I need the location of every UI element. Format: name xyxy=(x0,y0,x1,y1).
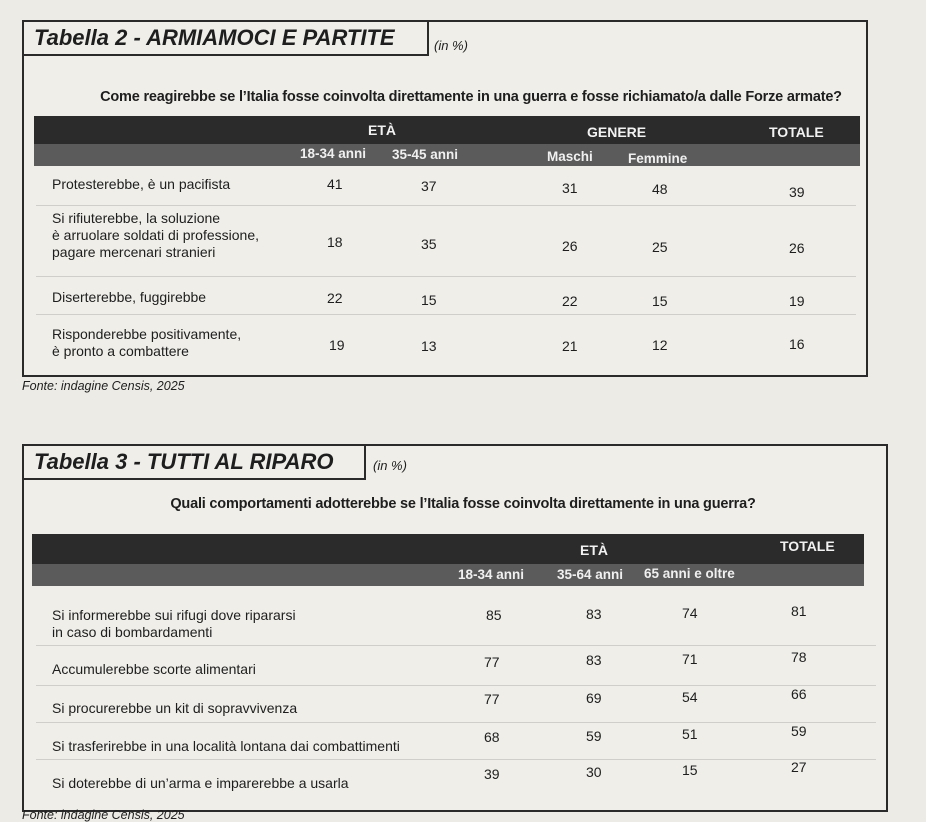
table3-row-5-v3: 15 xyxy=(682,762,698,778)
table3-box xyxy=(22,444,888,812)
table3-divider xyxy=(36,722,876,723)
table2-row-3-v2: 15 xyxy=(421,292,437,308)
table3-row-5-v1: 39 xyxy=(484,766,500,782)
table2-row-4-label: Risponderebbe positivamente, è pronto a combattere xyxy=(52,326,242,359)
table3-divider xyxy=(36,685,876,686)
table2-header-genere: GENERE xyxy=(587,124,647,140)
table2-row-2-v3: 26 xyxy=(562,238,578,254)
table3-row-2-v4: 78 xyxy=(791,649,807,665)
table2-header-top xyxy=(34,116,860,144)
table2-question: Come reagirebbe se l’Italia fosse coinvolta direttamente in una guerra e fosse richiamato/a dalle Forze armate? xyxy=(100,89,842,105)
table3-row-2-v1: 77 xyxy=(484,654,500,670)
table2-box xyxy=(22,20,868,377)
table3-row-5-v4: 27 xyxy=(791,759,807,775)
table3-row-2-v3: 71 xyxy=(682,651,698,667)
table2-row-1-v1: 41 xyxy=(327,176,343,192)
table2-row-1-v2: 37 xyxy=(421,178,437,194)
table2-row-3-v3: 22 xyxy=(562,293,578,309)
table3-divider xyxy=(36,645,876,646)
table2-row-2-label: Si rifiuterebbe, la soluzione è arruolare soldati di professione, pagare mercenari stranieri xyxy=(52,210,260,260)
table3-row-4-label: Si trasferirebbe in una località lontana dai combattimenti xyxy=(52,738,400,754)
table3-question: Quali comportamenti adotterebbe se l’Italia fosse coinvolta direttamente in una guerra? xyxy=(170,496,756,512)
table2-divider xyxy=(36,205,856,206)
table2-row-3-v5: 19 xyxy=(789,293,805,309)
table3-row-5-label: Si doterebbe di un’arma e imparerebbe a usarla xyxy=(52,775,349,791)
table3-row-5-v2: 30 xyxy=(586,764,602,780)
table3-row-2-v2: 83 xyxy=(586,652,602,668)
table3-unit: (in %) xyxy=(373,458,407,473)
table3-header-top xyxy=(32,534,864,564)
table3-header-sub-2: 65 anni e oltre xyxy=(644,566,735,581)
table2-row-2-v4: 25 xyxy=(652,239,668,255)
table2-header-eta: ETÀ xyxy=(368,122,396,138)
table3-row-3-label: Si procurerebbe un kit di sopravvivenza xyxy=(52,700,298,716)
table2-header-sub xyxy=(34,144,860,166)
table3-header-sub xyxy=(32,564,864,586)
table3-row-2-label: Accumulerebbe scorte alimentari xyxy=(52,661,256,677)
table2-source: Fonte: indagine Censis, 2025 xyxy=(22,379,185,393)
table3-header-sub-0: 18-34 anni xyxy=(458,567,525,582)
table3-divider xyxy=(36,759,876,760)
table3-row-4-v4: 59 xyxy=(791,723,807,739)
table3-header-eta: ETÀ xyxy=(580,542,608,558)
table3-header-totale: TOTALE xyxy=(780,538,835,554)
table2-row-2-v5: 26 xyxy=(789,240,805,256)
table2-divider xyxy=(36,314,856,315)
table3-source: Fonte: indagine Censis, 2025 xyxy=(22,808,185,822)
table3-row-1-v2: 83 xyxy=(586,606,602,622)
table2-row-4-v3: 21 xyxy=(562,338,578,354)
table3-row-1-label: Si informerebbe sui rifugi dove ripararsi in caso di bombardamenti xyxy=(52,607,296,640)
table3-row-3-v3: 54 xyxy=(682,689,698,705)
table2-row-1-v3: 31 xyxy=(562,180,578,196)
table2-header-sub-3: Femmine xyxy=(628,151,688,166)
table3-row-4-v2: 59 xyxy=(586,728,602,744)
table3-title: Tabella 3 - TUTTI AL RIPARO xyxy=(22,444,366,480)
table2-row-1-v5: 39 xyxy=(789,184,805,200)
table2-unit: (in %) xyxy=(434,38,468,53)
table2-row-1-label: Protesterebbe, è un pacifista xyxy=(52,176,231,192)
table2-header-totale: TOTALE xyxy=(769,124,824,140)
table2-row-2-v1: 18 xyxy=(327,234,343,250)
table2-title: Tabella 2 - ARMIAMOCI E PARTITE xyxy=(22,20,429,56)
table3-row-4-v3: 51 xyxy=(682,726,698,742)
table2-row-3-v1: 22 xyxy=(327,290,343,306)
table2-row-4-v1: 19 xyxy=(329,337,345,353)
table2-row-3-v4: 15 xyxy=(652,293,668,309)
table2-header-sub-2: Maschi xyxy=(547,149,593,164)
table3-row-3-v1: 77 xyxy=(484,691,500,707)
table2-header-sub-0: 18-34 anni xyxy=(300,146,367,161)
table3-row-3-v4: 66 xyxy=(791,686,807,702)
table2-header-sub-1: 35-45 anni xyxy=(392,147,459,162)
table2-row-1-v4: 48 xyxy=(652,181,668,197)
table3-row-3-v2: 69 xyxy=(586,690,602,706)
table2-row-2-v2: 35 xyxy=(421,236,437,252)
table2-row-4-v5: 16 xyxy=(789,336,805,352)
table3-row-4-v1: 68 xyxy=(484,729,500,745)
table2-divider xyxy=(36,276,856,277)
table3-row-1-v3: 74 xyxy=(682,605,698,621)
table3-header-sub-1: 35-64 anni xyxy=(557,567,624,582)
table3-row-1-v4: 81 xyxy=(791,603,807,619)
table2-row-3-label: Diserterebbe, fuggirebbe xyxy=(52,289,207,305)
table3-row-1-v1: 85 xyxy=(486,607,502,623)
table2-row-4-v2: 13 xyxy=(421,338,437,354)
table2-row-4-v4: 12 xyxy=(652,337,668,353)
